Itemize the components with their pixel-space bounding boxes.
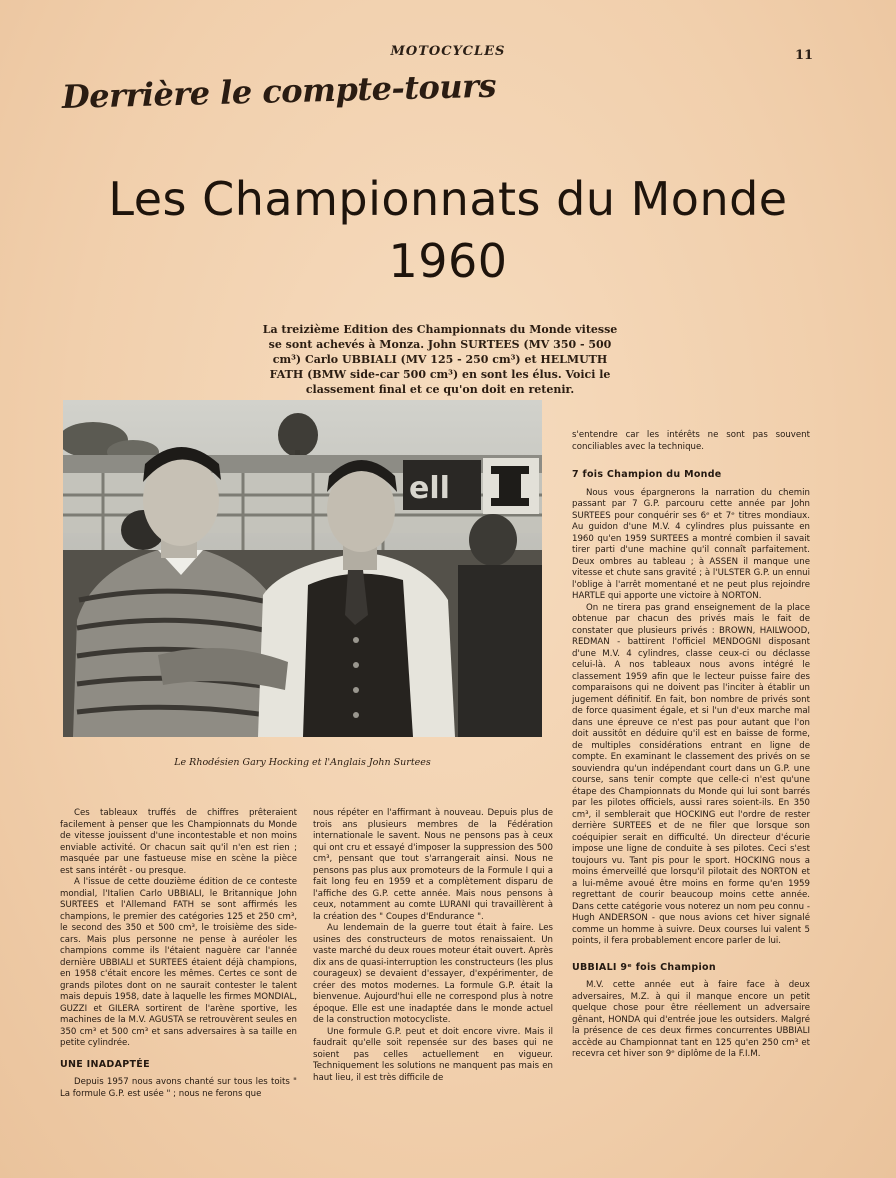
paragraph: M.V. cette année eut à faire face à deux adversaires, M.Z. à qui il manque encore un petit quelque chose pour être réellement un adversaire gênant, HONDA qui d'entrée joue les outsiders. Malgré la présence de ces deux firmes concurrentes UBBIALI accède au Championnat tant en 125 qu'en 250 cm³ et recevra cet hiver son 9ᵉ diplôme de la F.I.M. <box>572 980 810 1059</box>
article-lead: La treizième Edition des Championnats du Monde vitesse se sont achevés à Monza. John SURTEES (MV 350 - 500 cm³) Carlo UBBIALI (MV 125 - 250 cm³) et HELMUTH FATH (BMW side-car 500 cm³) en sont les élus. Voici le classement final et ce qu'on doit en retenir. <box>262 323 618 396</box>
text-column-1 <box>60 808 297 1100</box>
text-column-3 <box>572 430 810 1061</box>
paragraph: Au lendemain de la guerre tout était à faire. Les usines des constructeurs de motos renaissaient. Un vaste marché du deux roues moteur était ouvert. Après dix ans de quasi-interruption les constructeurs (les plus courageux) se devaient d'essayer, d'expérimenter, de créer des motos modernes. La formule G.P. était la bienvenue. Aujourd'hui elle ne correspond plus à notre époque. Elle est une inadaptée dans le monde actuel de la construction motocycliste. <box>313 923 553 1025</box>
paragraph: s'entendre car les intérêts ne sont pas souvent conciliables avec la technique. <box>572 430 810 452</box>
photo-caption: Le Rhodésien Gary Hocking et l'Anglais John Surtees <box>174 757 431 768</box>
running-head: MOTOCYCLES <box>390 44 506 59</box>
paragraph: On ne tirera pas grand enseignement de la place obtenue par chacun des privés mais le fait de constater que plusieurs privés : BROWN, HAILWOOD, REDMAN - battirent l'officiel MENDOGNI disposant d'une M.V. 4 cylindres, classe ceux-ci ou déclasse celui-là. A nos tableaux nous avons intégré le classement 1959 afin que le lecteur puisse faire des comparaisons qui ne doivent pas l'inciter à établir un jugement définitif. En fait, bon nombre de privés sont de force quasiment égale, et si l'un d'eux marche mal dans une épreuve ce n'est pas pour autant que l'on doit aussitôt en déduire qu'il est en baisse de forme, de multiples considérations entrant en ligne de compte. En examinant le classement des privés on se souviendra qu'un indépendant court dans un G.P. une course, sans tenir compte que celle-ci n'est qu'une étape des Championnats du Monde qui lui sont barrés par les pilotes officiels, aussi rares soient-ils. En 350 cm³, il semblerait que HOCKING eut l'ordre de rester derrière SURTEES et de ne filer que lorsque son coéquipier serait en difficulté. Un directeur d'écurie impose une ligne de conduite à ses pilotes. Ceci s'est toujours vu. Tant pis pour le sport. HOCKING nous a moins émerveillé que lorsqu'il pilotait des NORTON et a lui-même avoué être moins en forme qu'en 1959 regrettant de courir beaucoup moins cette année. Dans cette catégorie vous noterez un nom peu connu - Hugh ANDERSON - que nous avions cet hiver signalé comme un homme à suivre. Deux courses lui valent 5 points, il fera probablement encore parler de lui. <box>572 602 810 946</box>
page-number: 11 <box>795 48 814 63</box>
article-title-line-1: Les Championnats du Monde <box>108 172 788 226</box>
paragraph: Nous vous épargnerons la narration du chemin passant par 7 G.P. parcouru cette année par John SURTEES pour conquérir ses 6ᵉ et 7ᵉ titres mondiaux. Au guidon d'une M.V. 4 cylindres plus puissante en 1960 qu'en 1959 SURTEES a montré combien il savait tirer parti d'une machine qu'il connaît parfaitement. Deux ombres au tableau ; à ASSEN il manque une vitesse et chute sans gravité ; à l'ULSTER G.P. un ennui l'oblige à l'arrêt momentané et ne peut plus rejoindre HARTLE qui apporte une victoire à NORTON. <box>572 487 810 601</box>
section-title: Derrière le compte-tours <box>61 66 497 116</box>
photo-riders <box>63 400 542 737</box>
subheading-7-fois-champion: 7 fois Champion du Monde <box>572 469 722 480</box>
subheading-inadaptee: UNE INADAPTÉE <box>60 1058 150 1070</box>
paragraph: Ces tableaux truffés de chiffres prêteraient facilement à penser que les Championnats du Monde de vitesse jouissent d'une incontestable et non moins enviable activité. Or chacun sait qu'il n'en est rien ; masquée par une fastueuse mise en scène la pièce est sans intérêt - ou presque. <box>60 808 297 876</box>
subheading-ubbiali-champion: UBBIALI 9ᵉ fois Champion <box>572 961 716 973</box>
paragraph: A l'issue de cette douzième édition de ce conteste mondial, l'Italien Carlo UBBIALI, le Britannique John SURTEES et l'Allemand FATH se sont affirmés les champions, le premier des catégories 125 et 250 cm³, le second des 350 et 500 cm³, le troisième des side-cars. Mais plus personne ne pense à auréoler les champions comme ils l'étaient naguère car l'année dernière UBBIALI et SURTEES étaient déjà champions, en 1958 c'était encore les mêmes. Certes ce sont de grands pilotes dont on ne saurait contester le talent mais depuis 1958, date à laquelle les firmes MONDIAL, GUZZI et GILERA sortirent de l'arène sportive, les machines de la M.V. AGUSTA se retrouvèrent seules en 350 cm³ et 500 cm³ et sans adversaires à sa taille en petite cylindrée. <box>60 877 297 1048</box>
photo-illustration <box>63 400 542 737</box>
paragraph: Depuis 1957 nous avons chanté sur tous les toits " La formule G.P. est usée " ; nous ne ferons que <box>60 1077 297 1099</box>
article-title <box>0 168 896 292</box>
paragraph: Une formule G.P. peut et doit encore vivre. Mais il faudrait qu'elle soit repensée sur des bases qui ne soient pas celles actuellement en vigueur. Techniquement les solutions ne manquent pas mais en haut lieu, il est très difficile de <box>313 1026 553 1083</box>
photo-sign-text: ell <box>409 471 450 506</box>
text-column-2 <box>313 808 553 1084</box>
article-title-line-2: 1960 <box>388 234 508 288</box>
paragraph: nous répéter en l'affirmant à nouveau. Depuis plus de trois ans plusieurs membres de la Fédération internationale le savent. Nous ne pensons pas à ceux qui ont cru et essayé d'imposer la suppression des 500 cm³, pensant que tout s'arrangerait ainsi. Nous ne pensons pas plus aux promoteurs de la Formule I qui a fait long feu en 1959 et a complètement disparu de l'affiche des G.P. cette année. Mais nous pensons à ceux, notamment au comte LURANI qui travaillèrent à la création des " Coupes d'Endurance ". <box>313 808 553 922</box>
